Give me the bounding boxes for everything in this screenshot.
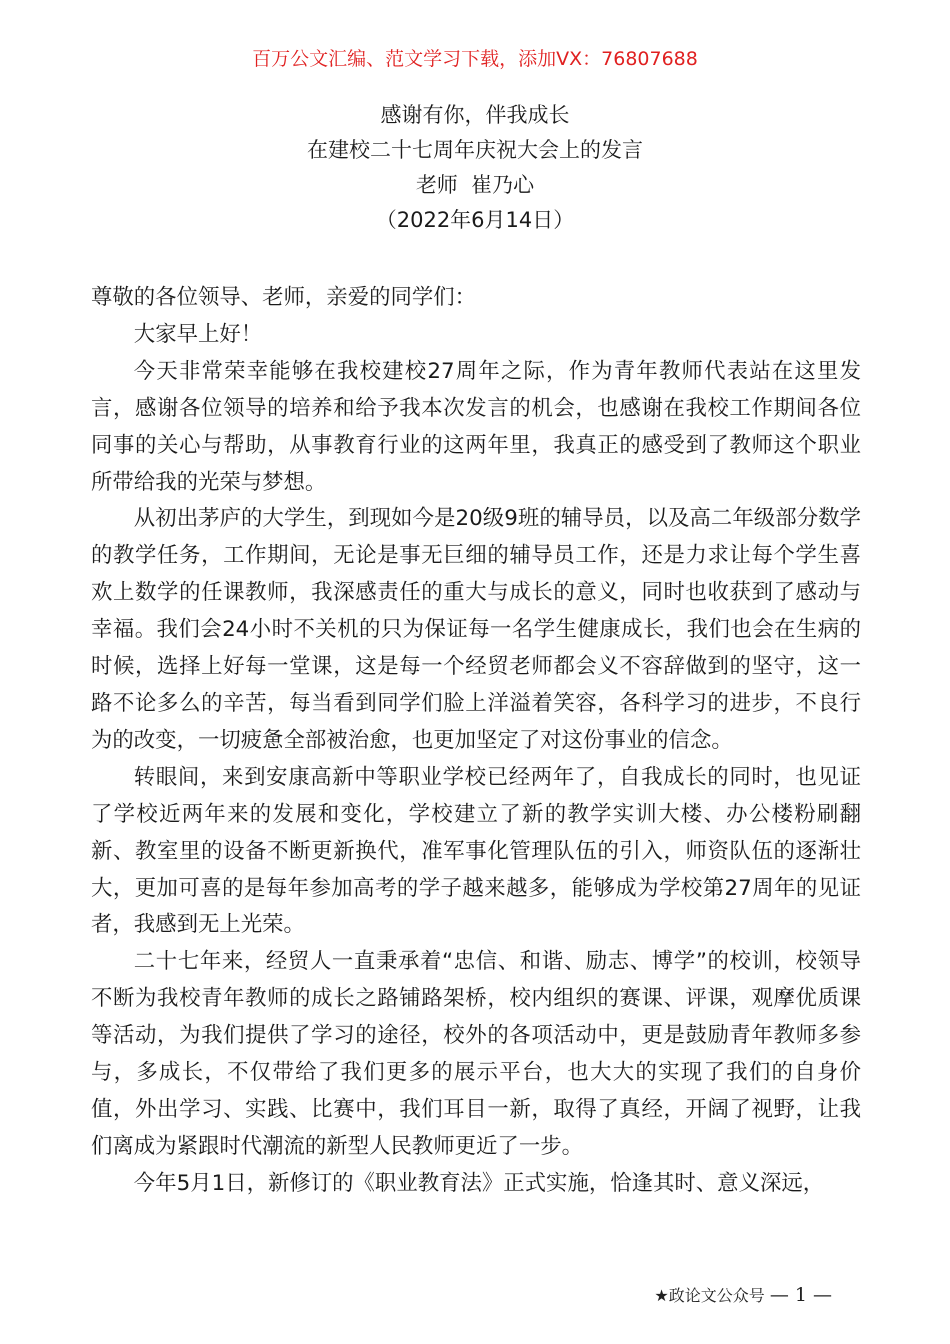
speaker-name: 老师 崔乃心 [415,173,535,197]
speech-body [91,280,861,1203]
paragraph-work-experience: 从初出茅庐的大学生，到现如今是20级9班的辅导员，以及高二年级部分数学的教学任务，工作期间，无论是事无巨细的辅导员工作，还是力求让每个学生喜欢上数学的任课教师，我深感责任的重大与成长的意义，同时也收获到了感动与幸福。我们会24小时不关机的只为保证每一名学生健康成长，我们也会在生病的时候，选择上好每一堂课，这是每一个经贸老师都会义不容辞做到的坚守，这一路不论多么的辛苦，每当看到同学们脸上洋溢着笑容，各科学习的进步，不良行为的改变，一切疲惫全部被治愈，也更加坚定了对这份事业的信念。 [91,506,861,753]
footer-source: ★政论文公众号 [654,1286,765,1305]
speech-date: （2022年6月14日） [375,208,575,232]
paragraph-vocational-law: 今年5月1日，新修订的《职业教育法》正式实施，恰逢其时、意义深远， [133,1170,825,1196]
speech-title: 感谢有你，伴我成长 [380,103,570,127]
page-number: — 1 — [769,1284,832,1306]
page-footer [0,1282,832,1309]
speech-subtitle: 在建校二十七周年庆祝大会上的发言 [307,138,643,162]
paragraph-school-development: 转眼间，来到安康高新中等职业学校已经两年了，自我成长的同时，也见证了学校近两年来的发展和变化，学校建立了新的教学实训大楼、办公楼粉刷翻新、教室里的设备不断更新换代，准军事化管理队伍的引入，师资队伍的逐渐壮大，更加可喜的是每年参加高考的学子越来越多，能够成为学校第27周年的见证者，我感到无上光荣。 [91,764,861,938]
paragraph-greeting: 大家早上好！ [133,321,263,347]
salutation: 尊敬的各位领导、老师，亲爱的同学们： [91,285,477,310]
speech-title-block [0,98,950,238]
paragraph-intro: 今天非常荣幸能够在我校建校27周年之际，作为青年教师代表站在这里发言，感谢各位领导的培养和给予我本次发言的机会，也感谢在我校工作期间各位同事的关心与帮助，从事教育行业的这两年里，我真正的感受到了教师这个职业所带给我的光荣与梦想。 [91,358,861,495]
paragraph-school-motto: 二十七年来，经贸人一直秉承着“忠信、和谐、励志、博学”的校训，校领导不断为我校青年教师的成长之路铺路架桥，校内组织的赛课、评课，观摩优质课等活动，为我们提供了学习的途径，校外的各项活动中，更是鼓励青年教师多参与，多成长，不仅带给了我们更多的展示平台，也大大的实现了我们的自身价值，外出学习、实践、比赛中，我们耳目一新，取得了真经，开阔了视野，让我们离成为紧跟时代潮流的新型人民教师更近了一步。 [91,949,861,1159]
download-banner: 百万公文汇编、范文学习下载，添加VX：76807688 [252,48,698,70]
